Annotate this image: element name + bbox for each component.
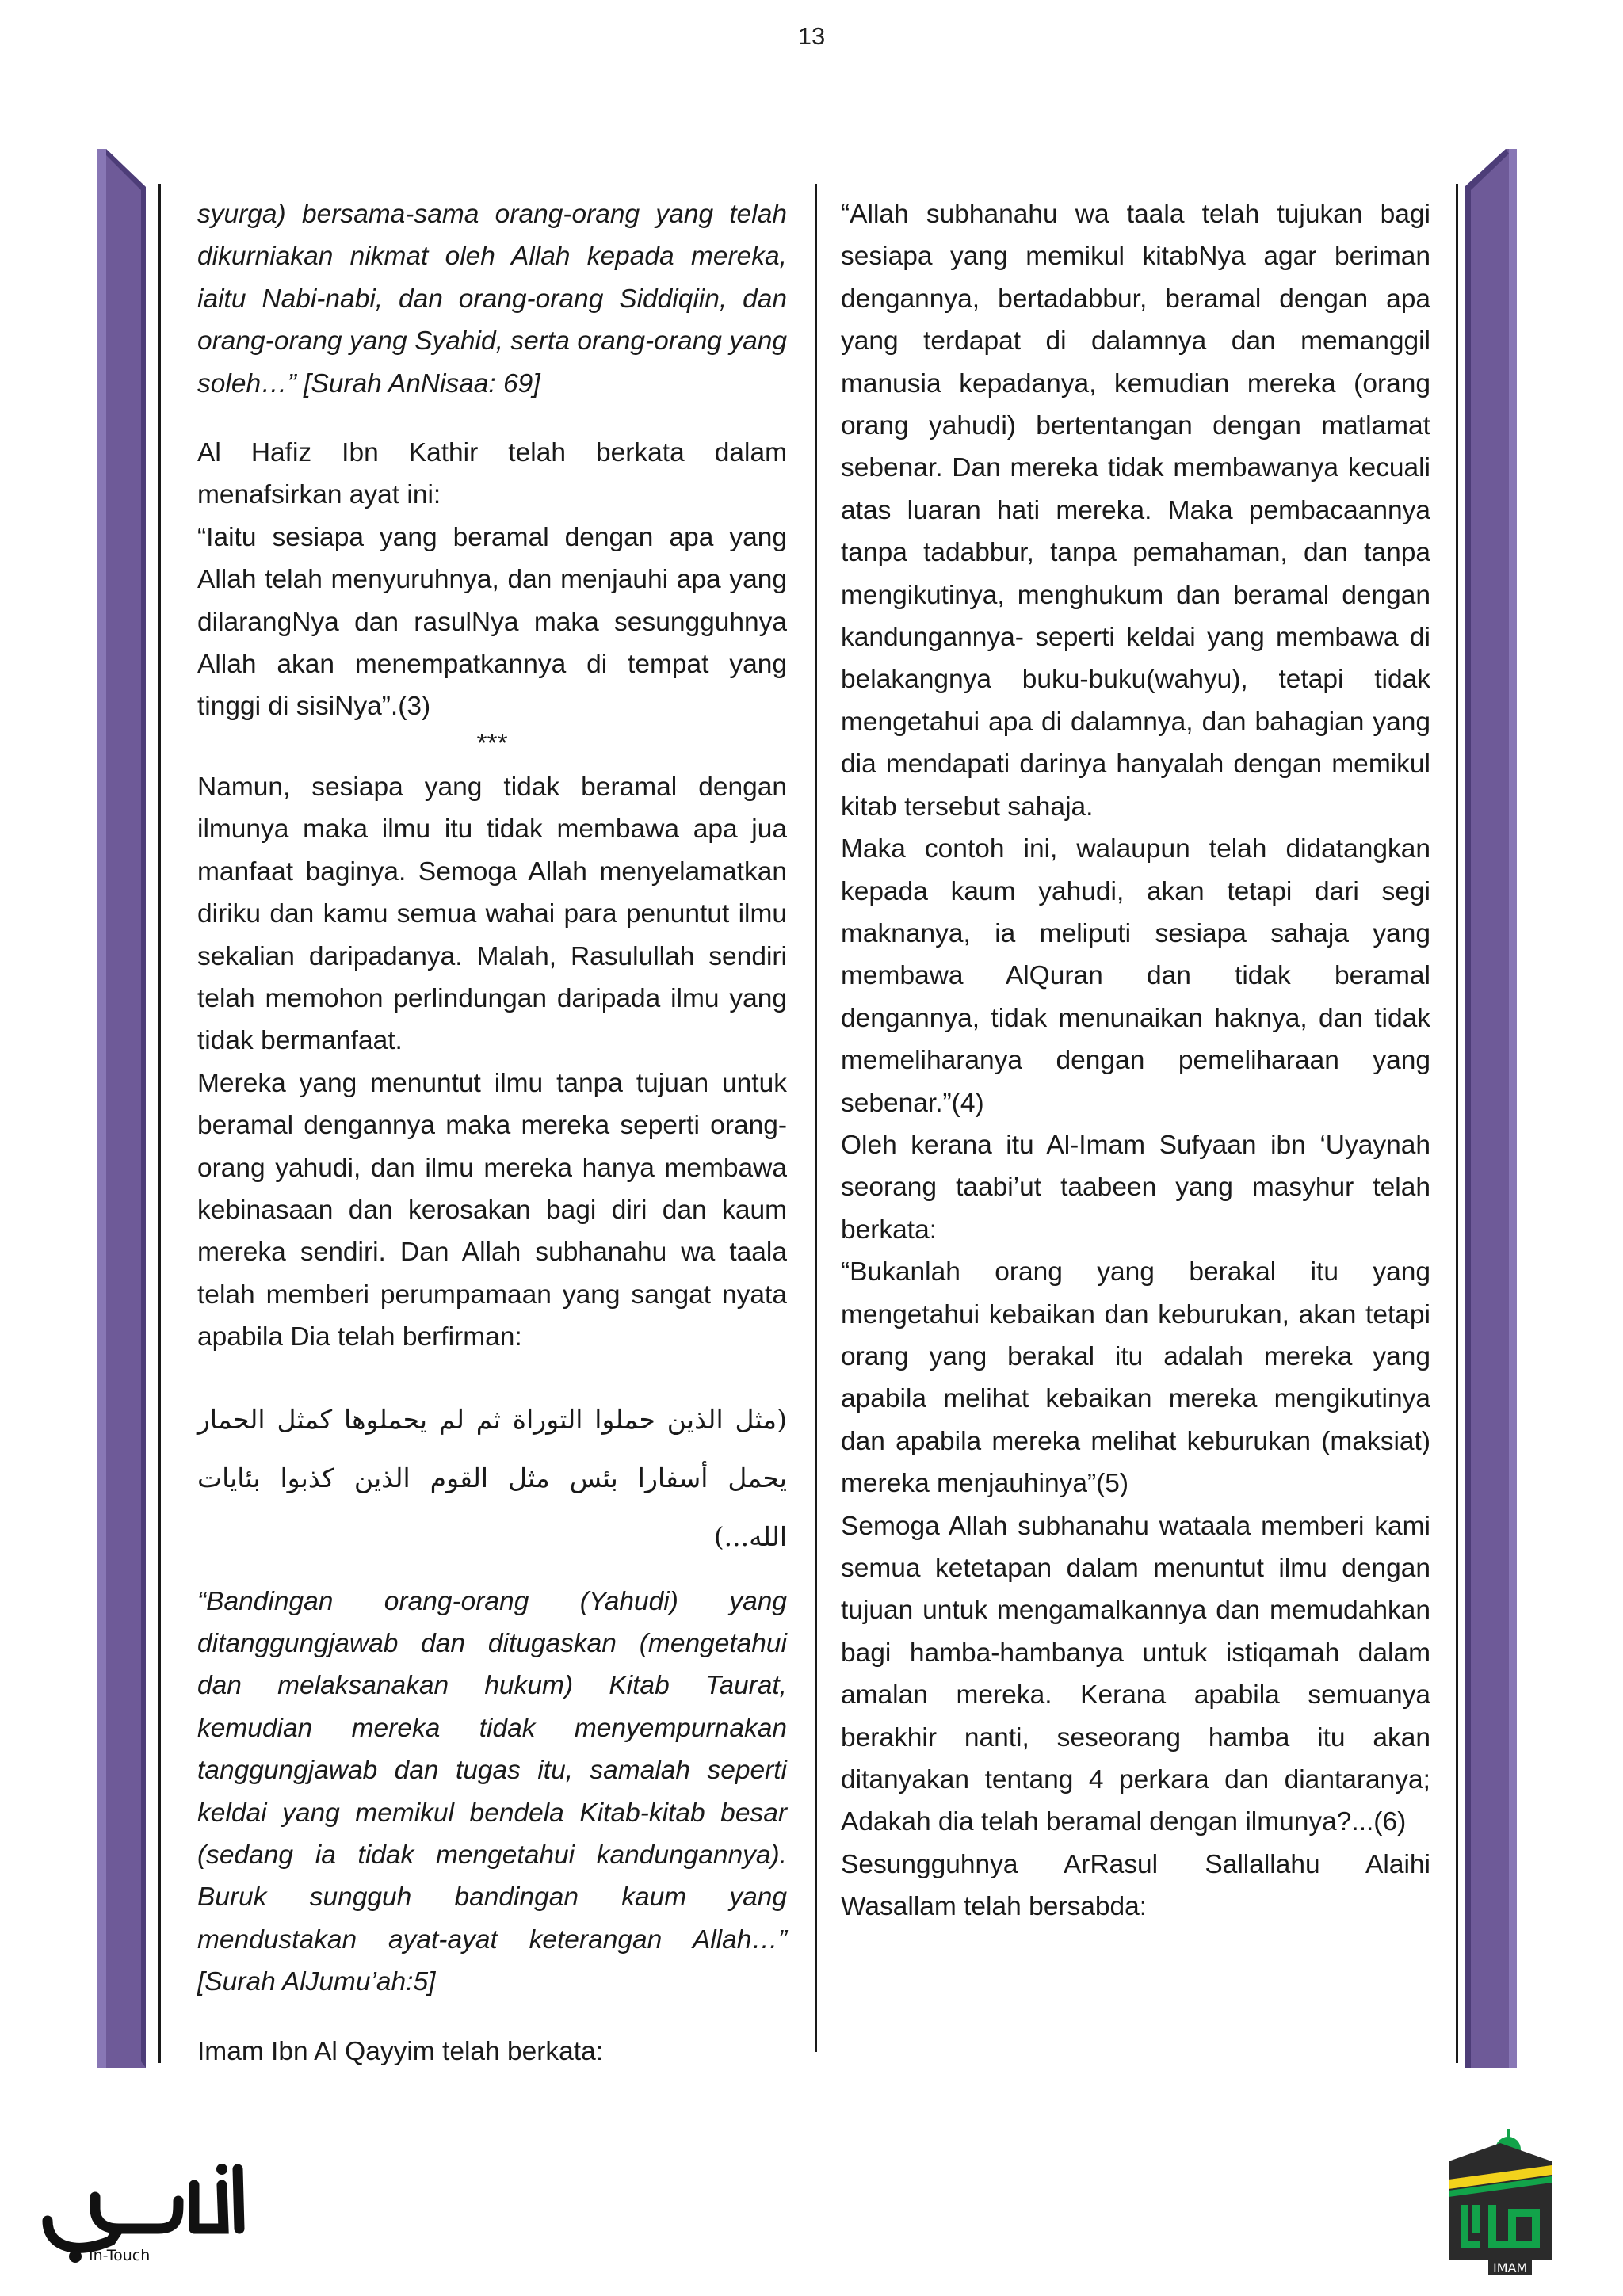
ibn-qayyim-intro: Imam Ibn Al Qayyim telah berkata: [197,2036,604,2066]
paragraph-namun: Namun, sesiapa yang tidak beramal dengan ilmunya maka ilmu itu tidak membawa apa jua manfaat baginya. Semoga Allah menyelamatkan diriku dan kamu semua wahai para penuntut ilmu sekalian daripadanya. Malah, Rasulullah sendiri telah memohon perlindungan daripada ilmu yang tidak bermanfaat. [197,772,787,1056]
in-touch-logo [32,2153,269,2276]
left-column-rule [158,184,161,2063]
right-column [841,193,1430,1928]
ibn-kathir-intro: Al Hafiz Ibn Kathir telah berkata dalam menafsirkan ayat ini: [197,438,787,510]
sufyaan-quote: “Bukanlah orang yang berakal itu yang mengetahui kebaikan dan keburukan, akan tetapi orang yang berakal itu adalah mereka yang apabila melihat kebaikan mereka mengikutinya dan apabila mereka melihat keburukan (maksiat) mereka menjauhinya”(5) [841,1257,1430,1499]
right-column-rule [1456,184,1458,2063]
imam-caption: IMAM [1488,2260,1532,2275]
page-number: 13 [797,22,826,50]
quran-translation-annisaa: syurga) bersama-sama orang-orang yang telah dikurniakan nikmat oleh Allah kepada mereka, iaitu Nabi-nabi, dan orang-orang Siddiqiin, dan orang-orang yang Syahid, serta orang-orang yang soleh…” [Surah AnNisaa: 69] [197,200,787,399]
center-column-rule [815,184,817,2052]
right-decorative-bar [1458,146,1522,2071]
quran-translation-aljumuah: “Bandingan orang-orang (Yahudi) yang ditanggungjawab dan ditugaskan (mengetahui dan melaksanakan hukum) Kitab Taurat, kemudian mereka tidak menyempurnakan tanggungjawab dan tugas itu, samalah seperti keldai yang memikul bendela Kitab-kitab besar (sedang ia tidak mengetahui kandungannya). Buruk sungguh bandingan kaum yang mendustakan ayat-ayat keterangan Allah…” [Surah AlJumu’ah:5] [197,1586,787,1997]
left-decorative-bar [94,146,157,2071]
paragraph-sesungguhnya: Sesungguhnya ArRasul Sallallahu Alaihi Wasallam telah bersabda: [841,1849,1430,1922]
left-column [197,193,787,2073]
paragraph-maka-contoh: Maka contoh ini, walaupun telah didatangkan kepada kaum yahudi, akan tetapi dari segi maknanya, ia meliputi sesiapa sahaja yang membawa AlQuran dan tidak beramal dengannya, tidak menunaikan haknya, dan tidak memeliharanya dengan pemeliharaan yang sebenar.”(4) [841,834,1430,1118]
paragraph-mereka: Mereka yang menuntut ilmu tanpa tujuan untuk beramal dengannya maka mereka seperti orang-orang yahudi, dan ilmu mereka hanya membawa kebinasaan dan kerosakan bagi diri dan kaum mereka sendiri. Dan Allah subhanahu wa taala telah memberi perumpamaan yang sangat nyata apabila Dia telah berfirman: [197,1068,787,1352]
imam-logo-mark [1433,2126,1568,2276]
imam-logo [1433,2126,1568,2280]
arabic-verse: (مثل الذين حملوا التوراة ثم لم يحملوها كمثل الحمار يحمل أسفارا بئس مثل القوم الذين كذبوا بئايات الله...) [197,1403,787,1552]
ibn-qayyim-quote: “Allah subhanahu wa taala telah tujukan bagi sesiapa yang memikul kitabNya agar beriman dengannya, bertadabbur, beramal dengan apa yang terdapat di dalamnya dan memanggil manusia kepadanya, kemudian mereka (orang orang yahudi) bertentangan dengan matlamat sebenar. Dan mereka tidak membawanya kecuali atas luaran hati mereka. Maka pembacaannya tanpa tadabbur, tanpa pemahaman, dan tanpa mengikutinya, menghukum dan beramal dengan kandungannya- seperti keldai yang membawa di belakangnya buku-buku(wahyu), tetapi tidak mengetahui apa di dalamnya, dan bahagian yang dia mendapati darinya hanyalah dengan memikul kitab tersebut sahaja. [841,200,1430,822]
in-touch-caption: In-Touch [89,2247,151,2264]
ibn-kathir-quote: “Iaitu sesiapa yang beramal dengan apa yang Allah telah menyuruhnya, dan menjauhi apa yang dilarangNya dan rasulNya maka sesungguhnya Allah akan menempatkannya di tempat yang tinggi di sisiNya”.(3) [197,522,787,722]
paragraph-sufyaan: Oleh kerana itu Al-Imam Sufyaan ibn ‘Uyaynah seorang taabi’ut taabeen yang masyhur telah berkata: [841,1130,1430,1245]
paragraph-semoga: Semoga Allah subhanahu wataala memberi kami semua ketetapan dalam menuntut ilmu dengan tujuan untuk mengamalkannya dan memudahkan bagi hamba-hambanya untuk istiqamah dalam amalan mereka. Kerana apabila semuanya berakhir nanti, seseorang hamba itu akan ditanyakan tentang 4 perkara dan diantaranya; Adakah dia telah beramal dengan ilmunya?...(6) [841,1511,1430,1837]
in-touch-logo-mark [32,2153,269,2272]
section-separator: *** [476,728,508,758]
